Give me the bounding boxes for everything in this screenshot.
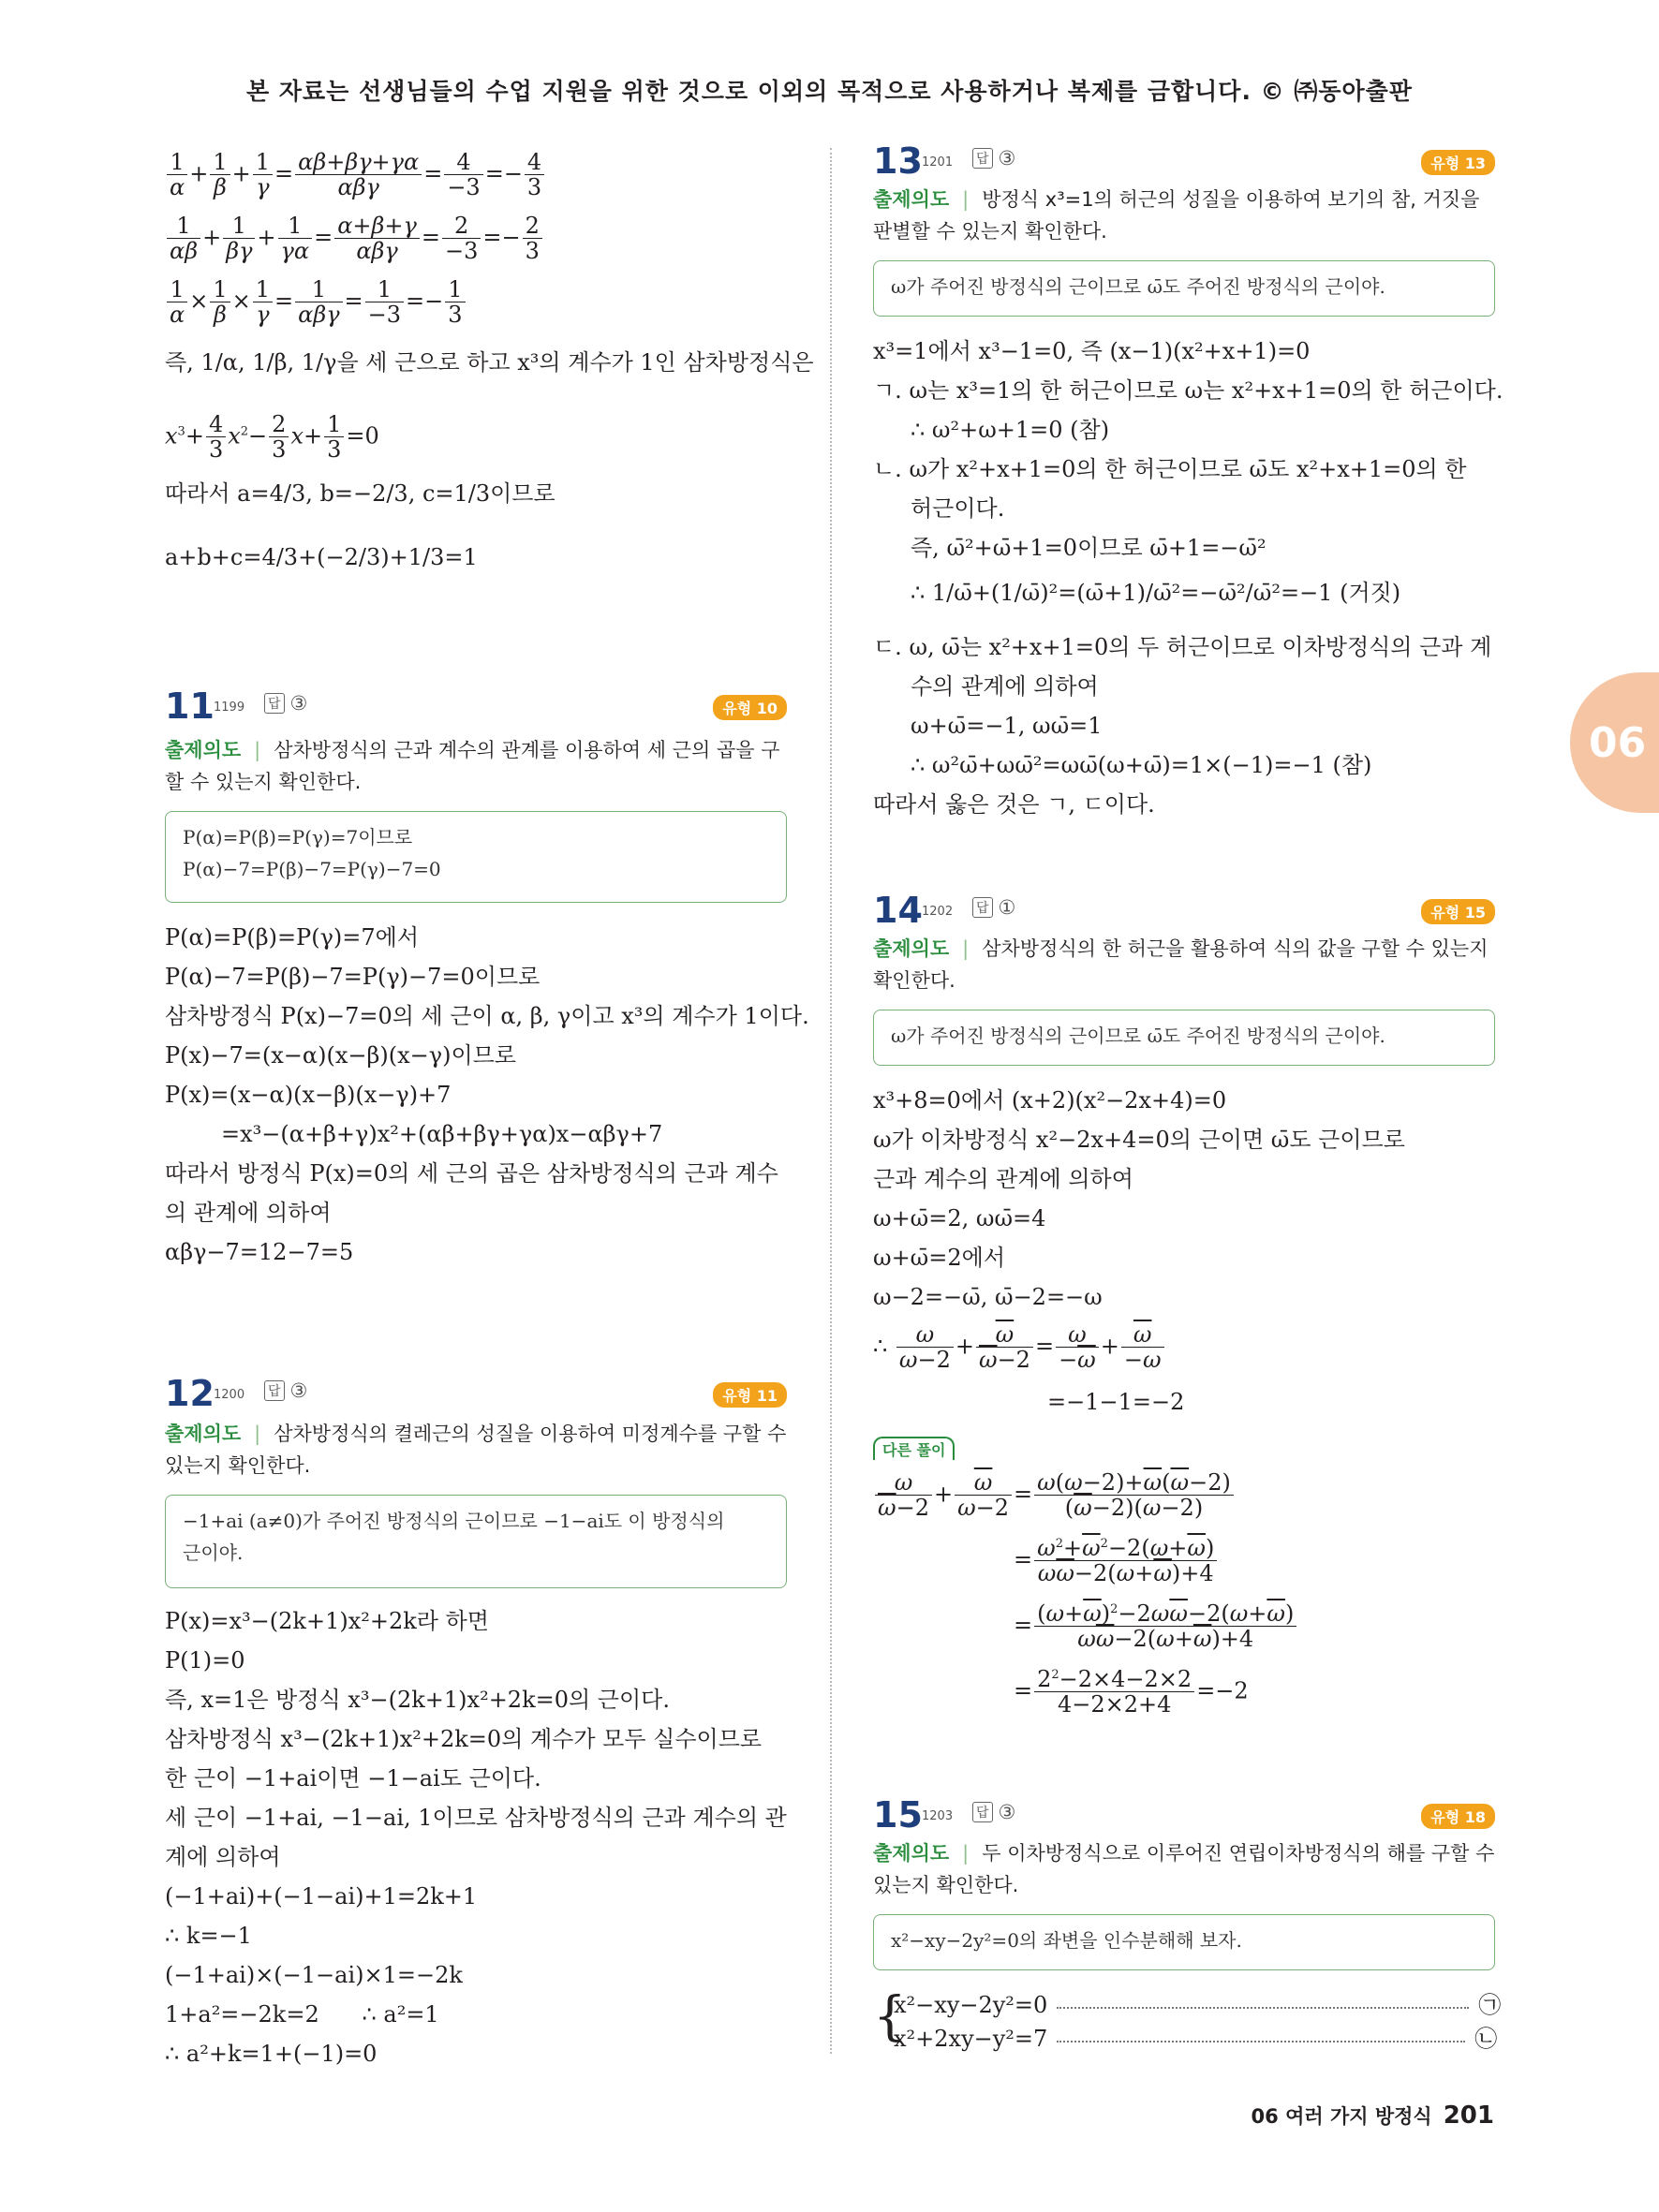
q14-line: ω가 이차방정식 x²−2x+4=0의 근이면 ω̄도 근이므로 <box>873 1127 1405 1153</box>
q13-line: 즉, ω̄²+ω̄+1=0이므로 ω̄+1=−ω̄² <box>911 535 1266 561</box>
q11-line: 의 관계에 의하여 <box>165 1200 332 1226</box>
q11-line: P(α)=P(β)=P(γ)=7에서 <box>165 924 420 951</box>
q15-system-eq1 <box>894 1991 1501 2019</box>
q14-alt-eq2: = $\frac{\omega^2+\overline{\omega}^2-2(\omega+\overline{\omega})}{\omega\overline{\omega}-2(\omega+\overline{\omega})+4}$ <box>1014 1536 1219 1586</box>
q13-line: ㄱ. ω는 x³=1의 한 허근이므로 ω는 x²+x+1=0의 한 허근이다. <box>873 377 1503 404</box>
q14-intent-text: 삼차방정식의 한 허근을 활용하여 식의 값을 구할 수 있는지 확인한다. <box>873 937 1489 992</box>
q12-answer <box>264 1379 307 1402</box>
q14-line: x³+8=0에서 (x+2)(x²−2x+4)=0 <box>873 1087 1227 1113</box>
q14-type-badge: 유형 15 <box>1421 899 1495 924</box>
q13-id: 1201 <box>922 155 954 170</box>
answer-icon: 답 <box>972 148 993 169</box>
q15-header <box>873 1794 1495 1836</box>
q13-line: ∴ ω²+ω+1=0 (참) <box>911 417 1110 443</box>
q11-line: 따라서 방정식 P(x)=0의 세 근의 곱은 삼차방정식의 근과 계수 <box>165 1160 778 1187</box>
q14-answer-value: ① <box>998 896 1016 919</box>
q10-eq4: $x^3+$ $\frac{4}{3}$ $x^2-$ $\frac{2}{3}$ x+ $\frac{1}{3}$ =0 <box>165 411 379 464</box>
q13-header <box>873 140 1495 182</box>
q11-intent: 출제의도 | 삼차방정식의 근과 계수의 관계를 이용하여 세 근의 곱을 구할 수 있는지 확인한다. <box>165 739 780 793</box>
q12-line: 즉, x=1은 방정식 x³−(2k+1)x²+2k=0의 근이다. <box>165 1687 670 1713</box>
q13-line: ㄴ. ω가 x²+x+1=0의 한 허근이므로 ω̄도 x²+x+1=0의 한 <box>873 456 1467 482</box>
answer-icon: 답 <box>264 1380 285 1401</box>
q11-intent-label: 출제의도 <box>165 739 242 761</box>
q13-type-badge: 유형 13 <box>1421 150 1495 175</box>
q12-intent: 출제의도 | 삼차방정식의 켤레근의 성질을 이용하여 미정계수를 구할 수 있는지 확인한다. <box>165 1423 787 1477</box>
q14-alt-eq1: $\frac{\omega}{\overline{\omega}-2}$ + $\frac{\overline{\omega}}{\omega-2}$ = $\frac{\omega(\omega-2)+\overline{\omega}(\overline{\omega}-2)}{(\overline{\omega}-2)(\omega-2)}$ <box>873 1470 1236 1521</box>
q10-eq3: $\frac{1}{\alpha}$ × $\frac{1}{\beta}$ × $\frac{1}{\gamma}$ = $\frac{1}{\text{αβγ}}$ = $\frac{1}{-3}$ =− $\frac{1}{3}$ <box>165 277 467 328</box>
answer-icon: 답 <box>264 693 285 714</box>
q13-line: ㄷ. ω, ω̄는 x²+x+1=0의 두 허근이므로 이차방정식의 근과 계 <box>873 634 1492 660</box>
q15-intent-label: 출제의도 <box>873 1842 950 1865</box>
q12-line: 1+a²=−2k=2 ∴ a²=1 <box>165 2001 439 2028</box>
q12-line: 한 근이 −1+ai이면 −1−ai도 근이다. <box>165 1765 541 1792</box>
q11-id: 1199 <box>214 700 245 715</box>
q14-eq-frac: ∴ $\frac{\omega}{\omega-2}$ + $\frac{\overline{\omega}}{\overline{\omega}-2}$ = $\frac{\omega}{-\overline{\omega}}$ + $\frac{\overline{\omega}}{-\omega}$ <box>873 1322 1166 1373</box>
q14-line: ω+ω̄=2, ωω̄=4 <box>873 1205 1046 1231</box>
q15-hint-box: x²−xy−2y²=0의 좌변을 인수분해해 보자. <box>873 1914 1495 1970</box>
answer-icon: 답 <box>972 1802 993 1822</box>
page-footer <box>1252 2101 1494 2130</box>
q14-alt-solution-label: 다른 풀이 <box>873 1437 955 1460</box>
q13-answer <box>972 147 1015 170</box>
q14-intent-label: 출제의도 <box>873 937 950 960</box>
q14-number: 14 <box>873 890 923 931</box>
q11-answer-value: ③ <box>289 692 308 715</box>
q15-id: 1203 <box>922 1809 954 1823</box>
q15-marker-1: ㉠ <box>1478 1992 1502 2018</box>
q12-line: ∴ k=−1 <box>165 1923 252 1949</box>
q11-header <box>165 686 787 727</box>
q11-line: P(x)−7=(x−α)(x−β)(x−γ)이므로 <box>165 1042 516 1069</box>
q13-line: 허근이다. <box>911 495 1005 522</box>
q13-intent-label: 출제의도 <box>873 188 950 211</box>
q11-line: αβγ−7=12−7=5 <box>165 1239 354 1265</box>
q14-id: 1202 <box>922 905 954 919</box>
q14-answer <box>972 896 1015 919</box>
q12-id: 1200 <box>214 1388 245 1402</box>
q11-number: 11 <box>165 686 215 727</box>
q11-line: =x³−(α+β+γ)x²+(αβ+βγ+γα)x−αβγ+7 <box>221 1121 663 1147</box>
q14-hint-box: ω가 주어진 방정식의 근이므로 ω̄도 주어진 방정식의 근이야. <box>873 1010 1495 1066</box>
q14-line-result: =−1−1=−2 <box>1047 1389 1185 1415</box>
q12-line: 삼차방정식 x³−(2k+1)x²+2k=0의 계수가 모두 실수이므로 <box>165 1726 763 1752</box>
q12-line: P(x)=x³−(2k+1)x²+2k라 하면 <box>165 1608 489 1634</box>
q13-line: ω+ω̄=−1, ωω̄=1 <box>911 713 1103 739</box>
q10-line-sum: a+b+c=4/3+(−2/3)+1/3=1 <box>165 544 478 570</box>
q12-line: 세 근이 −1+ai, −1−ai, 1이므로 삼차방정식의 근과 계수의 관 <box>165 1805 787 1831</box>
q12-line: ∴ a²+k=1+(−1)=0 <box>165 2041 378 2067</box>
q12-intent-label: 출제의도 <box>165 1423 242 1445</box>
q10-eq2: $\frac{1}{\alpha\beta}$ + $\frac{1}{\beta\gamma}$ + $\frac{1}{\gamma\alpha}$ = $\frac{\alpha+\beta+\gamma}{\text{αβγ}}$ = $\frac{2}{-3}$ =− $\frac{2}{3}$ <box>165 214 544 264</box>
q13-answer-value: ③ <box>998 147 1016 170</box>
page-number: 201 <box>1443 2101 1494 2130</box>
q13-line: ∴ ω²ω̄+ωω̄²=ωω̄(ω+ω̄)=1×(−1)=−1 (참) <box>911 752 1372 778</box>
q12-intent-text: 삼차방정식의 켤레근의 성질을 이용하여 미정계수를 구할 수 있는지 확인한다. <box>165 1423 787 1477</box>
q13-intent-text: 방정식 x³=1의 허근의 성질을 이용하여 보기의 참, 거짓을 판별할 수 있는지 확인한다. <box>873 188 1480 243</box>
footer-chapter: 06 여러 가지 방정식 <box>1251 2105 1432 2128</box>
q14-line: ω−2=−ω̄, ω̄−2=−ω <box>873 1284 1103 1310</box>
chapter-tab-label: 06 <box>1589 719 1647 767</box>
q15-system-eq2-text: x²+2xy−y²=7 <box>894 2026 1048 2052</box>
q15-intent-text: 두 이차방정식으로 이루어진 연립이차방정식의 해를 구할 수 있는지 확인한다. <box>873 1842 1495 1896</box>
q12-type-badge: 유형 11 <box>713 1382 787 1408</box>
q15-number: 15 <box>873 1794 923 1836</box>
q14-header <box>873 890 1495 931</box>
q14-alt-eq4: = $\frac{2^2-2\times 4-2\times 2}{4-2\times 2+4}$ =−2 <box>1014 1666 1249 1718</box>
q12-line: (−1+ai)×(−1−ai)×1=−2k <box>165 1962 463 1988</box>
q13-line: x³=1에서 x³−1=0, 즉 (x−1)(x²+x+1)=0 <box>873 338 1311 364</box>
q12-hint-line2: 근이야. <box>183 1541 244 1564</box>
q12-line: P(1)=0 <box>165 1647 245 1674</box>
q13-number: 13 <box>873 140 923 182</box>
copyright-notice: 본 자료는 선생님들의 수업 지원을 위한 것으로 이외의 목적으로 사용하거나 복제를 금합니다. © ㈜동아출판 <box>246 78 1413 105</box>
q10-line-cubic: 즉, 1/α, 1/β, 1/γ을 세 근으로 하고 x³의 계수가 1인 삼차방정식은 <box>165 349 814 376</box>
q11-line: P(α)−7=P(β)−7=P(γ)−7=0이므로 <box>165 964 541 990</box>
q11-type-badge: 유형 10 <box>713 695 787 720</box>
q15-system-eq2 <box>894 2025 1497 2053</box>
column-divider <box>830 148 832 2054</box>
answer-icon: 답 <box>972 897 993 918</box>
q14-alt-eq3: = $\frac{(\omega+\overline{\omega})^2-2\omega\overline{\omega}-2(\omega+\overline{\omega})}{\omega\overline{\omega}-2(\omega+\overline{\omega})+4}$ <box>1014 1601 1298 1652</box>
q13-line: ∴ 1/ω̄+(1/ω̄)²=(ω̄+1)/ω̄²=−ω̄²/ω̄²=−1 (거짓) <box>911 580 1401 606</box>
q12-hint-line1: −1+ai (a≠0)가 주어진 방정식의 근이므로 −1−ai도 이 방정식의 <box>183 1510 725 1532</box>
q14-line: ω+ω̄=2에서 <box>873 1245 1005 1271</box>
chapter-tab <box>1570 672 1659 813</box>
q13-hint-box: ω가 주어진 방정식의 근이므로 ω̄도 주어진 방정식의 근이야. <box>873 260 1495 317</box>
q10-eq1: $\frac{1}{\alpha}$ + $\frac{1}{\beta}$ + $\frac{1}{\gamma}$ = $\frac{\alpha\beta+\beta\gamma+\gamma\alpha}{\text{αβγ}}$ = $\frac{4}{-3}$ =− $\frac{4}{3}$ <box>165 150 546 200</box>
q13-line: 수의 관계에 의하여 <box>911 673 1099 700</box>
system-brace: { <box>873 1986 907 2047</box>
q14-line: 근과 계수의 관계에 의하여 <box>873 1166 1133 1192</box>
q11-hint-line1: P(α)=P(β)=P(γ)=7이므로 <box>183 826 413 848</box>
q12-header <box>165 1373 787 1414</box>
q13-intent: 출제의도 | 방정식 x³=1의 허근의 성질을 이용하여 보기의 참, 거짓을 판별할 수 있는지 확인한다. <box>873 188 1480 243</box>
q15-intent: 출제의도 | 두 이차방정식으로 이루어진 연립이차방정식의 해를 구할 수 있는지 확인한다. <box>873 1842 1495 1896</box>
q15-marker-2: ㉡ <box>1474 2026 1498 2052</box>
q15-answer-value: ③ <box>998 1801 1016 1823</box>
q11-intent-text: 삼차방정식의 근과 계수의 관계를 이용하여 세 근의 곱을 구할 수 있는지 확인한다. <box>165 739 780 793</box>
q12-line: 계에 의하여 <box>165 1844 281 1870</box>
q15-answer <box>972 1801 1015 1823</box>
q12-number: 12 <box>165 1373 215 1414</box>
q15-system-eq1-text: x²−xy−2y²=0 <box>894 1992 1048 2018</box>
q12-answer-value: ③ <box>289 1379 308 1402</box>
q11-line: P(x)=(x−α)(x−β)(x−γ)+7 <box>165 1082 452 1108</box>
q15-type-badge: 유형 18 <box>1421 1804 1495 1829</box>
q10-line-coeffs: 따라서 a=4/3, b=−2/3, c=1/3이므로 <box>165 480 555 507</box>
q11-hint-box <box>165 811 787 903</box>
q12-line: (−1+ai)+(−1−ai)+1=2k+1 <box>165 1883 478 1910</box>
q11-hint-line2: P(α)−7=P(β)−7=P(γ)−7=0 <box>183 858 441 880</box>
q11-answer <box>264 692 307 715</box>
q12-hint-box <box>165 1495 787 1588</box>
q13-line: 따라서 옳은 것은 ㄱ, ㄷ이다. <box>873 791 1155 818</box>
q11-line: 삼차방정식 P(x)−7=0의 세 근이 α, β, γ이고 x³의 계수가 1이다. <box>165 1003 809 1029</box>
q14-intent: 출제의도 | 삼차방정식의 한 허근을 활용하여 식의 값을 구할 수 있는지 확인한다. <box>873 937 1489 992</box>
